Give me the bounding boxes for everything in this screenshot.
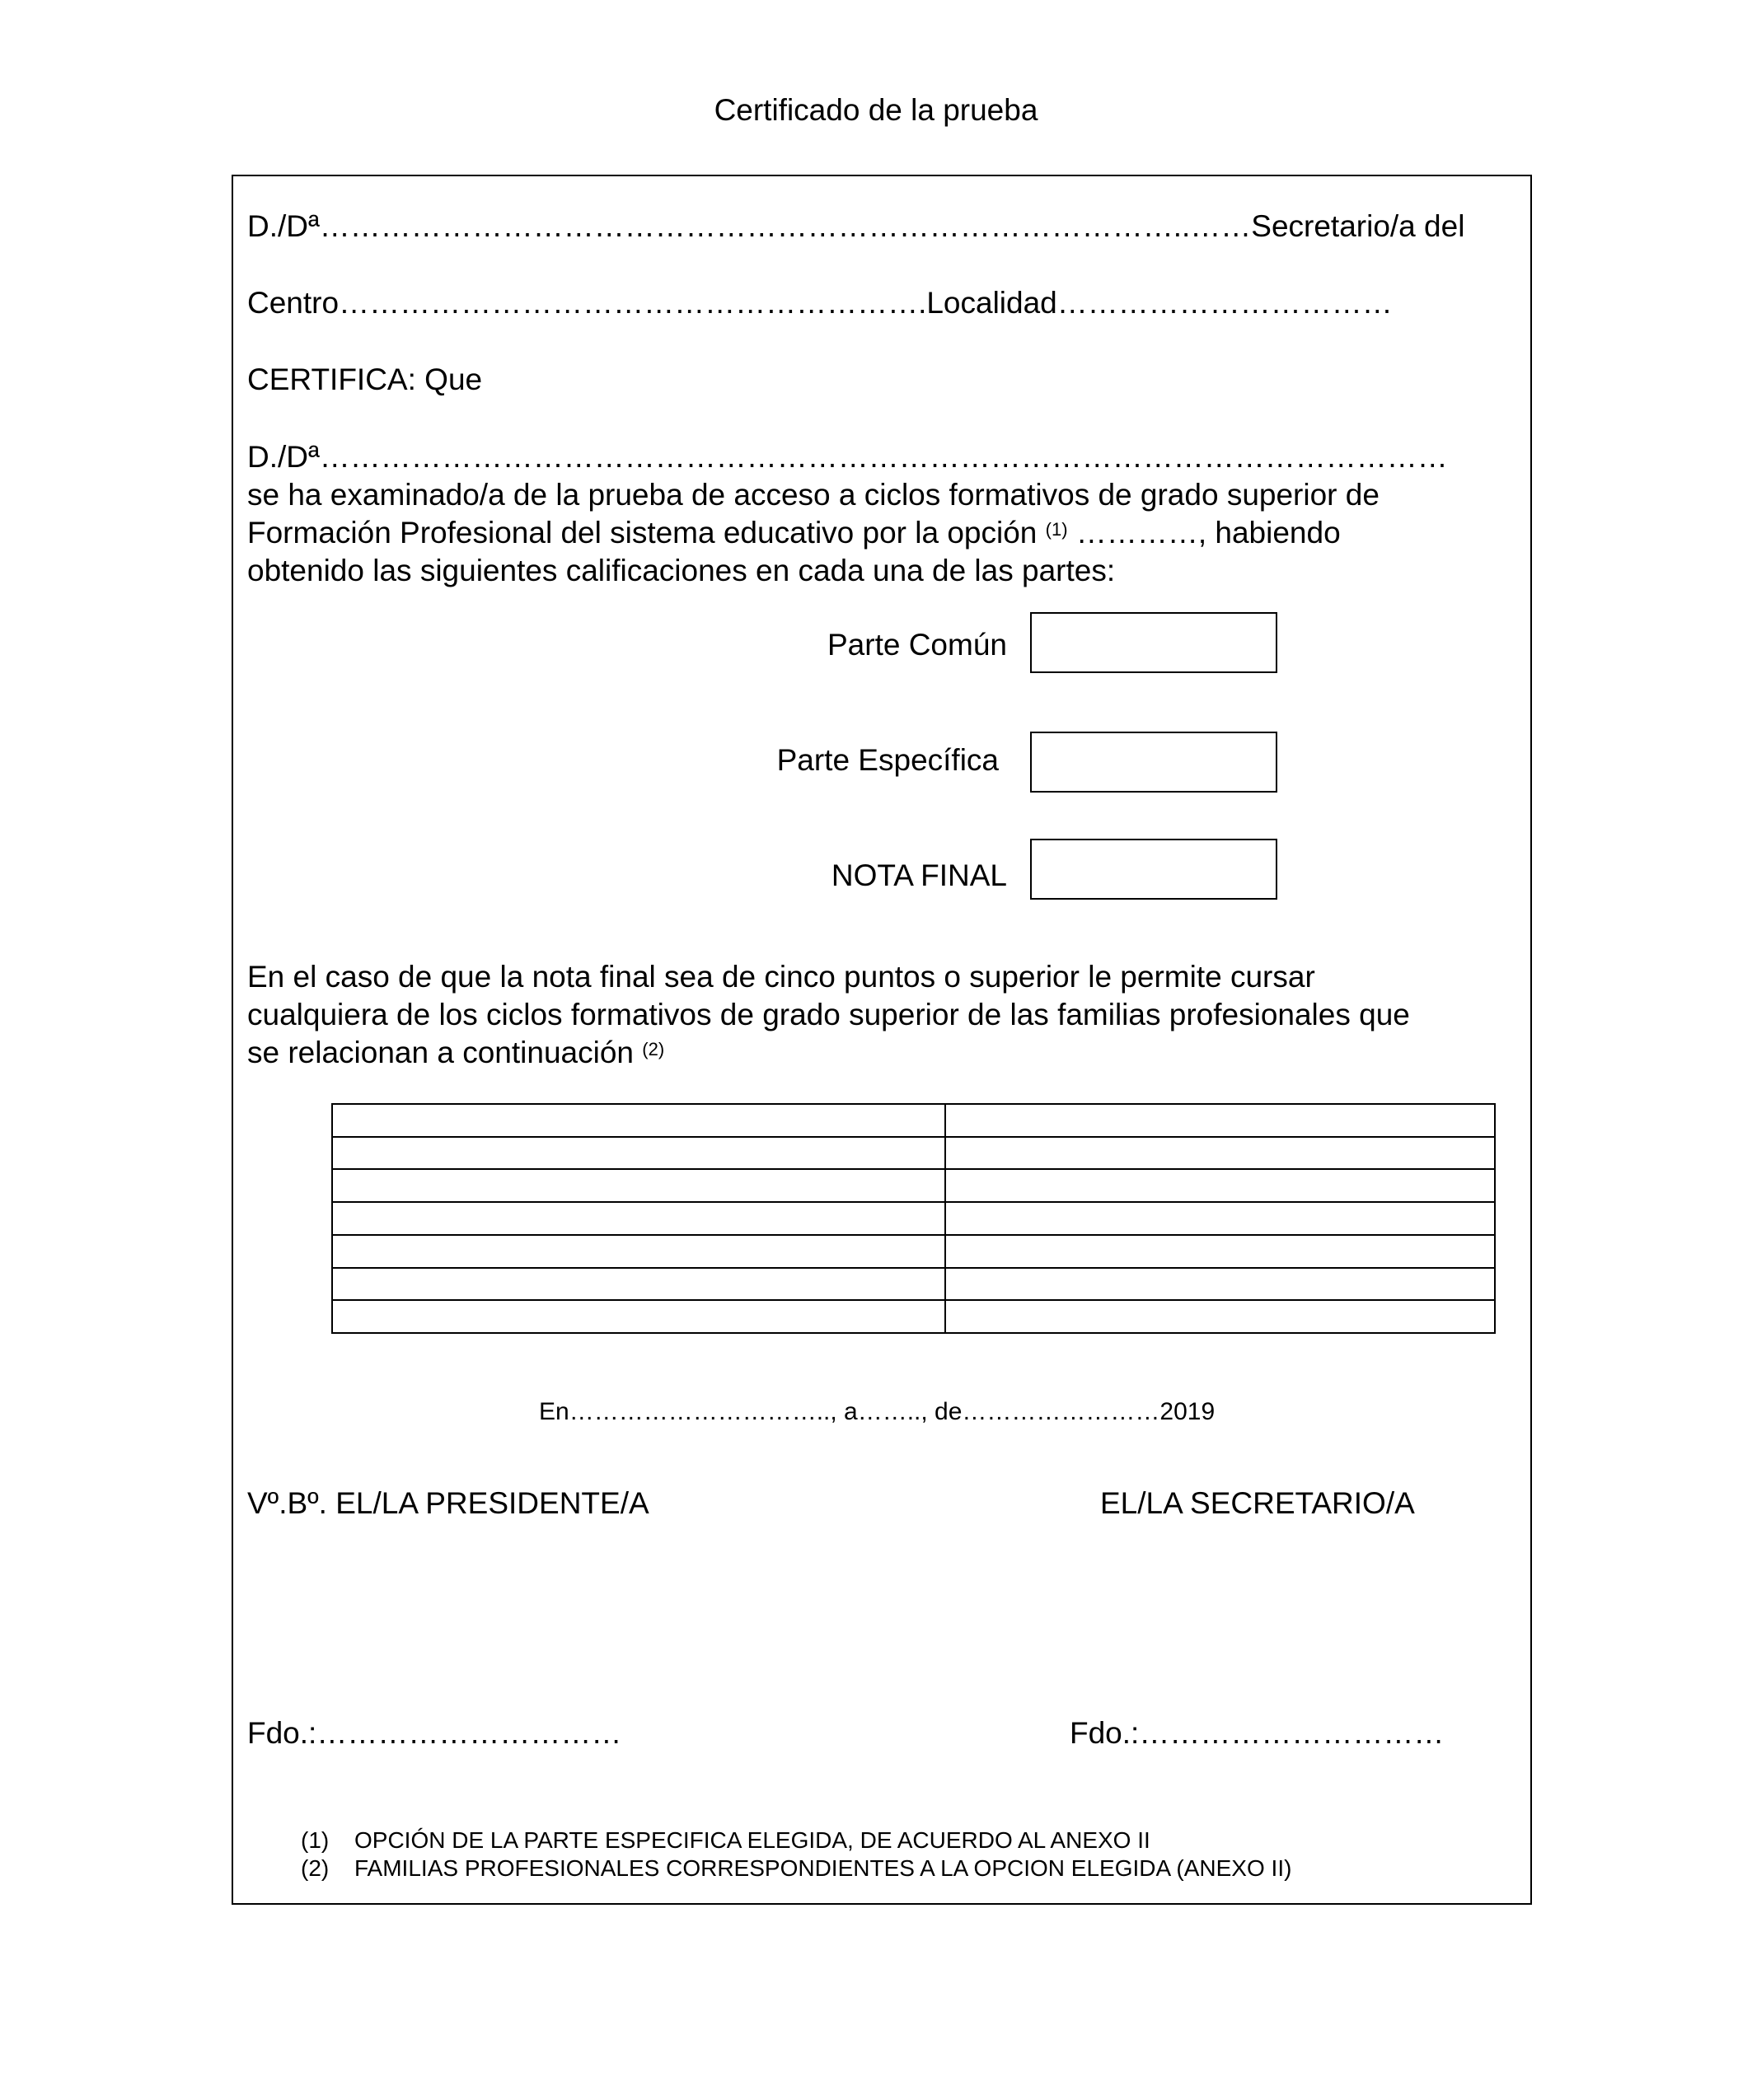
- families-table: [331, 1103, 1496, 1334]
- table-cell[interactable]: [945, 1268, 1495, 1301]
- nota-final-box[interactable]: [1030, 839, 1277, 900]
- date-line[interactable]: En………………………….., a…….., de……………………2019: [539, 1398, 1216, 1425]
- table-cell[interactable]: [332, 1235, 945, 1268]
- footnote-1-text: OPCIÓN DE LA PARTE ESPECIFICA ELEGIDA, DE ACUERDO AL ANEXO II: [354, 1827, 1150, 1853]
- table-cell[interactable]: [332, 1104, 945, 1137]
- parte-especifica-label: Parte Específica: [776, 743, 999, 777]
- table-cell[interactable]: [945, 1235, 1495, 1268]
- table-cell[interactable]: [332, 1202, 945, 1235]
- secretary-prefix: D./Dª: [247, 209, 320, 243]
- page-title: Certificado de la prueba: [714, 93, 1038, 127]
- parte-comun-box[interactable]: [1030, 612, 1277, 673]
- table-cell[interactable]: [332, 1300, 945, 1333]
- parte-comun-label: Parte Común: [827, 628, 1007, 662]
- center-label: Centro: [247, 286, 340, 320]
- footnote-2: [301, 1854, 1291, 1883]
- footnote-1-number: (1): [301, 1827, 330, 1853]
- table-cell[interactable]: [332, 1268, 945, 1301]
- footnote-1: [301, 1826, 1150, 1854]
- table-row: [332, 1104, 1495, 1137]
- secretary-title: EL/LA SECRETARIO/A: [1100, 1486, 1415, 1520]
- secretary-suffix: Secretario/a del: [1251, 209, 1465, 243]
- table-cell[interactable]: [945, 1169, 1495, 1202]
- footnote-ref-1: (1): [1045, 519, 1068, 540]
- president-signature-line[interactable]: Fdo.:…………………………: [247, 1716, 622, 1750]
- table-row: [332, 1268, 1495, 1301]
- parte-especifica-box[interactable]: [1030, 732, 1277, 793]
- closing-line-1: En el caso de que la nota final sea de cinco puntos o superior le permite cursar: [247, 960, 1315, 994]
- locality-label: .Localidad: [918, 286, 1057, 320]
- statement-paragraph: [247, 438, 1516, 590]
- statement-line-2: se ha examinado/a de la prueba de acceso a ciclos formativos de grado superior de: [247, 478, 1380, 512]
- closing-paragraph: [247, 958, 1516, 1072]
- secretary-signature-line[interactable]: Fdo.:…………………………: [1070, 1716, 1445, 1750]
- candidate-name-line[interactable]: D./Dª…………………………………………………………………………………………………: [247, 440, 1448, 474]
- table-cell[interactable]: [945, 1104, 1495, 1137]
- certifica-label: CERTIFICA: Que: [247, 362, 483, 396]
- table-cell[interactable]: [945, 1137, 1495, 1170]
- footnote-2-number: (2): [301, 1855, 330, 1881]
- center-field[interactable]: …………………………………………………: [339, 286, 919, 320]
- table-row: [332, 1137, 1495, 1170]
- option-field[interactable]: …………, habiendo: [1067, 516, 1341, 550]
- secretary-name-field[interactable]: …………………………………………………………………………..……: [319, 209, 1252, 243]
- table-cell[interactable]: [332, 1137, 945, 1170]
- statement-line-3: Formación Profesional del sistema educativo por la opción $^{(1)}$ …………, habiendo: [247, 516, 1341, 550]
- table-row: [332, 1300, 1495, 1333]
- table-row: [332, 1202, 1495, 1235]
- center-locality-line: [247, 284, 1393, 322]
- secretary-name-line: [247, 208, 1464, 246]
- footnote-ref-2: (2): [642, 1039, 665, 1059]
- closing-line-2: cualquiera de los ciclos formativos de grado superior de las familias profesionales que: [247, 998, 1410, 1031]
- nota-final-label: NOTA FINAL: [831, 858, 1007, 892]
- closing-line-3: se relacionan a continuación $^{(2)}$: [247, 1036, 665, 1069]
- footnote-2-text: FAMILIAS PROFESIONALES CORRESPONDIENTES A LA OPCION ELEGIDA (ANEXO II): [354, 1855, 1292, 1881]
- table-row: [332, 1169, 1495, 1202]
- statement-line-4: obtenido las siguientes calificaciones en cada una de las partes:: [247, 554, 1116, 587]
- table-cell[interactable]: [945, 1300, 1495, 1333]
- table-cell[interactable]: [945, 1202, 1495, 1235]
- table-row: [332, 1235, 1495, 1268]
- president-title: Vº.Bº. EL/LA PRESIDENTE/A: [247, 1486, 649, 1520]
- table-cell[interactable]: [332, 1169, 945, 1202]
- locality-field[interactable]: ……………………………: [1056, 286, 1393, 320]
